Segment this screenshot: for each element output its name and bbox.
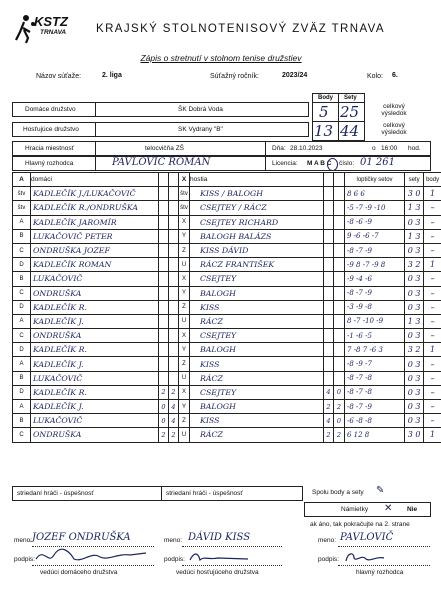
home-player: LUKAČOVIČ xyxy=(31,414,159,428)
home-subpoints: 2 xyxy=(159,428,169,442)
home-name-label: meno: xyxy=(14,537,33,544)
home-code: B xyxy=(13,229,31,243)
match-row xyxy=(13,286,441,300)
home-player: LUKAČOVIČ xyxy=(31,371,159,385)
home-subsets: 4 xyxy=(169,414,179,428)
home-subpoints xyxy=(159,272,169,286)
home-subsets xyxy=(169,357,179,371)
ball-scores: 8 6 6 xyxy=(345,187,405,201)
match-row xyxy=(13,201,441,215)
guest-player: CSEJTEY xyxy=(190,329,324,343)
guest-code: X xyxy=(179,385,190,399)
guest-subpoints xyxy=(324,215,334,229)
guest-subsets xyxy=(334,229,345,243)
total-label: Spolu body a sety xyxy=(312,489,364,496)
home-player: KADLEČÍK R. xyxy=(31,385,159,399)
home-point: – xyxy=(424,357,441,371)
home-code: C xyxy=(13,286,31,300)
home-point: – xyxy=(424,314,441,328)
guest-player: BALOGH xyxy=(190,343,324,357)
guest-subsets xyxy=(334,329,345,343)
home-code: B xyxy=(13,371,31,385)
guest-subsets: 0 xyxy=(334,385,345,399)
match-row xyxy=(13,300,441,314)
home-point: – xyxy=(424,215,441,229)
home-point: – xyxy=(424,371,441,385)
home-point: 1 xyxy=(424,428,441,442)
guest-subpoints: 4 xyxy=(324,385,334,399)
guest-subpoints xyxy=(324,243,334,257)
home-point: – xyxy=(424,400,441,414)
points-header: Body xyxy=(312,93,339,103)
guest-leader-role: vedúci hosťujúceho družstva xyxy=(176,569,259,576)
home-sign-label: podpis: xyxy=(14,556,35,563)
guest-subpoints xyxy=(324,314,334,328)
guest-subpoints xyxy=(324,272,334,286)
home-subpoints xyxy=(159,258,169,272)
guest-code: Y xyxy=(179,400,190,414)
match-row xyxy=(13,343,441,357)
ball-scores: -1 -6 -5 xyxy=(345,329,405,343)
home-code: štv xyxy=(13,187,31,201)
home-player: KADLEČÍK ROMAN xyxy=(31,258,159,272)
guest-subpoints xyxy=(324,329,334,343)
home-code: A xyxy=(13,215,31,229)
guest-subsets xyxy=(334,371,345,385)
home-subsets xyxy=(169,187,179,201)
license-cell: Licencia: M A B C číslo: 01 261 xyxy=(265,156,431,171)
set-result: 3 0 xyxy=(405,428,424,442)
guest-player: BALOGH BALÁZS xyxy=(190,229,324,243)
referee-name-label: meno: xyxy=(318,537,337,544)
guest-code: X xyxy=(179,272,190,286)
match-row xyxy=(13,243,441,257)
guest-code: štv xyxy=(179,187,190,201)
referee-name-cell: PAVLOVIČ ROMAN xyxy=(95,156,266,171)
date-cell: Dňa: 28.10.2023 o 16:00 hod. xyxy=(265,141,431,156)
home-code: C xyxy=(13,243,31,257)
home-point: – xyxy=(424,201,441,215)
home-point: 1 xyxy=(424,187,441,201)
home-subs-cell: striedaní hráči - úspešnosť xyxy=(12,486,162,501)
home-player: ONDRUŠKA xyxy=(31,329,159,343)
guest-letter: X xyxy=(179,173,190,187)
home-leader-name: JOZEF ONDRUŠKA xyxy=(32,532,131,543)
match-row xyxy=(13,400,441,414)
ball-scores: -3 -9 -8 xyxy=(345,300,405,314)
ball-scores: -8 -7 -8 xyxy=(345,385,405,399)
home-point: 1 xyxy=(424,343,441,357)
guest-overall-label: celkový výsledok xyxy=(381,122,407,136)
ball-scores: -8 -6 -9 xyxy=(345,215,405,229)
home-team-label-cell: Domáce družstvo xyxy=(12,102,96,117)
round-value: 6. xyxy=(392,72,398,79)
match-row xyxy=(13,215,441,229)
match-row xyxy=(13,258,441,272)
logo-subtext: TRNAVA xyxy=(40,29,67,36)
set-result: 3 0 xyxy=(405,187,424,201)
home-player: KADLEČÍK J. xyxy=(31,357,159,371)
set-result: 0 3 xyxy=(405,300,424,314)
sets-header: Sety xyxy=(338,93,365,103)
guest-subpoints: 2 xyxy=(324,428,334,442)
home-subpoints: 0 xyxy=(159,414,169,428)
guest-code: X xyxy=(179,215,190,229)
guest-subsets xyxy=(334,215,345,229)
ball-scores: -6 -8 -8 xyxy=(345,414,405,428)
referee-label-cell: Hlavný rozhodca xyxy=(12,156,96,171)
guest-subpoints xyxy=(324,229,334,243)
page-title: KRAJSKÝ STOLNOTENISOVÝ ZVÄZ TRNAVA xyxy=(96,23,385,35)
set-result: 0 3 xyxy=(405,243,424,257)
guest-subsets xyxy=(334,243,345,257)
home-subsets xyxy=(169,371,179,385)
home-subsets xyxy=(169,329,179,343)
matches-table xyxy=(12,172,441,443)
home-subsets xyxy=(169,343,179,357)
set-result: 1 3 xyxy=(405,229,424,243)
logo-text: KSTZ xyxy=(34,14,68,29)
guest-subpoints xyxy=(324,187,334,201)
home-code: B xyxy=(13,414,31,428)
home-subsets xyxy=(169,300,179,314)
home-code: A xyxy=(13,314,31,328)
home-subsets: 4 xyxy=(169,400,179,414)
player-icon xyxy=(14,14,36,44)
home-subsets xyxy=(169,201,179,215)
guest-code: Z xyxy=(179,357,190,371)
home-subpoints xyxy=(159,357,169,371)
home-subsets xyxy=(169,243,179,257)
home-point: – xyxy=(424,243,441,257)
home-player: LUKAČOVIČ xyxy=(31,272,159,286)
venue-label-cell: Hracia miestnosť xyxy=(12,141,96,156)
home-player: KADLEČÍK R. xyxy=(31,343,159,357)
ball-scores: -9 8 -7 -9 8 xyxy=(345,258,405,272)
ball-scores: -8 -7 -9 xyxy=(345,243,405,257)
match-row xyxy=(13,414,441,428)
match-row xyxy=(13,314,441,328)
home-subpoints xyxy=(159,300,169,314)
continue-note: ak áno, tak pokračujte na 2. strane xyxy=(310,521,410,528)
guest-code: Y xyxy=(179,229,190,243)
guest-code: Y xyxy=(179,286,190,300)
season-value: 2023/24 xyxy=(282,72,308,79)
guest-player: CSEJTEY / RÁCZ xyxy=(190,201,324,215)
home-point: – xyxy=(424,286,441,300)
guest-code: Z xyxy=(179,414,190,428)
home-code: A xyxy=(13,400,31,414)
ball-scores: -8 -7 -9 xyxy=(345,286,405,300)
guest-subpoints xyxy=(324,357,334,371)
home-letter: A xyxy=(13,173,31,187)
venue-value-cell: telocvičňa ZŠ xyxy=(95,141,266,156)
set-result: 3 2 xyxy=(405,343,424,357)
balls-header: loptičky setov xyxy=(345,173,405,187)
referee-sign-label: podpis: xyxy=(318,556,339,563)
home-player: ONDRUŠKA JOZEF xyxy=(31,243,159,257)
set-result: 0 3 xyxy=(405,414,424,428)
season-label: Súťažný ročník: xyxy=(210,73,259,80)
match-row xyxy=(13,428,441,442)
home-code: D xyxy=(13,343,31,357)
home-subpoints xyxy=(159,286,169,300)
home-player: ONDRUŠKA xyxy=(31,428,159,442)
home-code: D xyxy=(13,300,31,314)
home-subsets xyxy=(169,272,179,286)
set-result: 0 3 xyxy=(405,357,424,371)
home-point: – xyxy=(424,229,441,243)
home-subsets xyxy=(169,229,179,243)
home-subsets: 2 xyxy=(169,428,179,442)
home-subpoints xyxy=(159,329,169,343)
match-row xyxy=(13,357,441,371)
home-subpoints xyxy=(159,243,169,257)
home-point: – xyxy=(424,300,441,314)
match-row xyxy=(13,187,441,201)
home-point: – xyxy=(424,329,441,343)
guest-subpoints: 2 xyxy=(324,400,334,414)
set-result: 0 3 xyxy=(405,272,424,286)
home-point: – xyxy=(424,272,441,286)
match-row xyxy=(13,329,441,343)
guest-player: RÁCZ xyxy=(190,314,324,328)
home-code: D xyxy=(13,258,31,272)
ball-scores: -8 -9 -7 xyxy=(345,357,405,371)
guest-player: KISS xyxy=(190,414,324,428)
guest-name-label: meno: xyxy=(164,537,183,544)
guest-subsets: 0 xyxy=(334,414,345,428)
guest-code: štv xyxy=(179,201,190,215)
home-player: LUKAČOVIČ PETER xyxy=(31,229,159,243)
ball-scores: -8 -7 -8 xyxy=(345,371,405,385)
home-sets-cell: 25 xyxy=(338,102,365,122)
guest-sign-label: podpis: xyxy=(164,556,185,563)
home-player: KADLEČÍK J./LUKAČOVIČ xyxy=(31,187,159,201)
home-subpoints xyxy=(159,343,169,357)
guest-subpoints xyxy=(324,371,334,385)
guest-subsets xyxy=(334,286,345,300)
referee-role: hlavný rozhodca xyxy=(356,569,404,576)
home-player: KADLEČÍK J. xyxy=(31,314,159,328)
guest-signature xyxy=(188,550,268,564)
home-signature xyxy=(34,547,154,565)
home-player: KADLEČÍK J. xyxy=(31,400,159,414)
guest-subsets xyxy=(334,272,345,286)
set-result: 0 3 xyxy=(405,329,424,343)
ball-scores: -8 -7 -9 xyxy=(345,400,405,414)
referee-signature xyxy=(344,550,404,564)
set-result: 1 3 xyxy=(405,314,424,328)
home-subpoints xyxy=(159,229,169,243)
home-subpoints xyxy=(159,314,169,328)
guest-subsets xyxy=(334,201,345,215)
guest-subsets: 2 xyxy=(334,400,345,414)
home-points-cell: 5 xyxy=(312,102,339,122)
home-subpoints xyxy=(159,187,169,201)
home-player: ONDRUŠKA xyxy=(31,286,159,300)
guest-subsets xyxy=(334,357,345,371)
home-point: 1 xyxy=(424,258,441,272)
ball-scores: 8 -7 -10 -9 xyxy=(345,314,405,328)
guest-player: KISS / BALOGH xyxy=(190,187,324,201)
body-header: body xyxy=(424,173,441,187)
guest-subsets xyxy=(334,300,345,314)
home-header: domáci xyxy=(31,173,159,187)
objection-check-icon: ✕ xyxy=(384,503,393,514)
home-subsets xyxy=(169,215,179,229)
guest-player: CSEJTEY xyxy=(190,385,324,399)
home-code: C xyxy=(13,329,31,343)
set-result: 0 3 xyxy=(405,215,424,229)
guest-player: CSEJTEY xyxy=(190,272,324,286)
home-code: D xyxy=(13,385,31,399)
set-result: 3 2 xyxy=(405,258,424,272)
home-subsets xyxy=(169,286,179,300)
guest-player: BALOGH xyxy=(190,400,324,414)
sety-header: sety xyxy=(405,173,424,187)
guest-subpoints xyxy=(324,300,334,314)
competition-value: 2. liga xyxy=(102,72,122,79)
home-code: B xyxy=(13,272,31,286)
guest-player: RÁCZ xyxy=(190,428,324,442)
guest-subpoints: 4 xyxy=(324,414,334,428)
guest-subpoints xyxy=(324,343,334,357)
match-row xyxy=(13,385,441,399)
ball-scores: -9 -4 -6 xyxy=(345,272,405,286)
guest-team-label-cell: Hosťujúce družstvo xyxy=(12,122,96,137)
home-team-name-cell: ŠK Dobrá Voda xyxy=(95,102,309,117)
guest-code: Y xyxy=(179,343,190,357)
guest-subpoints xyxy=(324,286,334,300)
guest-subpoints xyxy=(324,258,334,272)
guest-player: RÁCZ FRANTIŠEK xyxy=(190,258,324,272)
match-row xyxy=(13,229,441,243)
license-circle xyxy=(327,158,338,171)
guest-subpoints xyxy=(324,201,334,215)
home-subpoints xyxy=(159,201,169,215)
ball-scores: 7 -8 7 -6 3 xyxy=(345,343,405,357)
guest-code: U xyxy=(179,428,190,442)
guest-leader-name: DÁVID KISS xyxy=(188,532,251,543)
guest-player: KISS DÁVID xyxy=(190,243,324,257)
home-point: – xyxy=(424,414,441,428)
matches-header-row xyxy=(13,173,441,187)
home-code: štv xyxy=(13,201,31,215)
set-result: 0 3 xyxy=(405,371,424,385)
guest-team-name-cell: SK Vydrany "B" xyxy=(95,122,309,137)
guest-player: KISS xyxy=(190,300,324,314)
competition-label: Názov súťaže: xyxy=(36,73,82,80)
home-point: – xyxy=(424,385,441,399)
home-leader-role: vedúci domáceho družstva xyxy=(40,569,118,576)
home-code: C xyxy=(13,428,31,442)
home-player: KADLEČÍK R. xyxy=(31,300,159,314)
guest-subsets xyxy=(334,314,345,328)
home-subpoints: 0 xyxy=(159,400,169,414)
guest-code: X xyxy=(179,329,190,343)
set-result: 0 3 xyxy=(405,385,424,399)
set-result: 0 3 xyxy=(405,400,424,414)
match-row xyxy=(13,272,441,286)
guest-player: RÁCZ xyxy=(190,371,324,385)
home-subsets: 2 xyxy=(169,385,179,399)
guest-header: hostia xyxy=(190,173,324,187)
guest-subsets xyxy=(334,187,345,201)
round-label: Kolo: xyxy=(367,73,383,80)
kstz-logo xyxy=(14,14,94,44)
home-subpoints: 2 xyxy=(159,385,169,399)
pen-icon: ✎ xyxy=(376,485,385,496)
set-result: 0 3 xyxy=(405,286,424,300)
guest-subs-cell: striedaní hráči - úspešnosť xyxy=(161,486,303,501)
guest-code: U xyxy=(179,371,190,385)
objections-cell: Námietky ✕ Nie xyxy=(304,502,431,517)
guest-code: Z xyxy=(179,243,190,257)
guest-code: Z xyxy=(179,300,190,314)
home-code: A xyxy=(13,357,31,371)
guest-points-cell: 13 xyxy=(312,121,339,141)
set-result: 1 3 xyxy=(405,201,424,215)
ball-scores: 6 12 8 xyxy=(345,428,405,442)
guest-sets-cell: 44 xyxy=(338,121,365,141)
guest-subsets xyxy=(334,343,345,357)
ball-scores: 9 -6 -6 -7 xyxy=(345,229,405,243)
home-overall-label: celkový výsledok xyxy=(381,103,407,117)
guest-player: KISS xyxy=(190,357,324,371)
guest-player: CSEJTEY RICHARD xyxy=(190,215,324,229)
guest-subsets: 2 xyxy=(334,428,345,442)
guest-subsets xyxy=(334,258,345,272)
guest-code: U xyxy=(179,258,190,272)
guest-code: U xyxy=(179,314,190,328)
match-row xyxy=(13,371,441,385)
ball-scores: -5 -7 -9 -10 xyxy=(345,201,405,215)
home-subsets xyxy=(169,314,179,328)
home-subsets xyxy=(169,258,179,272)
home-player: KADLEČÍK JAROMÍR xyxy=(31,215,159,229)
home-subpoints xyxy=(159,371,169,385)
home-player: KADLEČÍK R./ONDRUŠKA xyxy=(31,201,159,215)
page-subtitle: Zápis o stretnutí v stolnom tenise družstiev xyxy=(140,53,302,63)
guest-player: BALOGH xyxy=(190,286,324,300)
home-subpoints xyxy=(159,215,169,229)
referee-signed-name: PAVLOVIČ xyxy=(340,532,394,543)
